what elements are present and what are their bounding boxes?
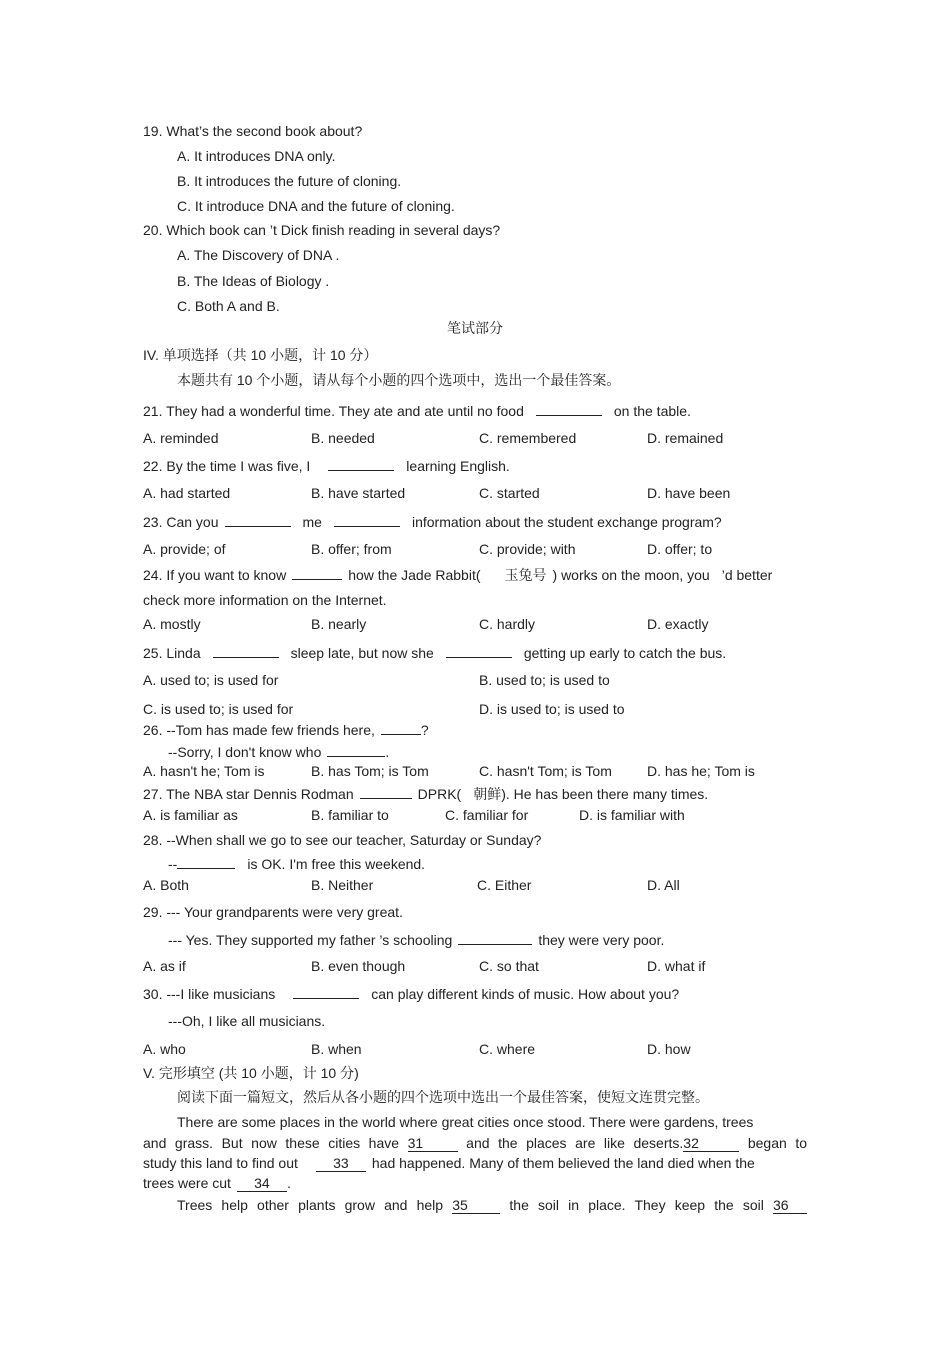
cloze-blank-33[interactable]: 33 [316, 1155, 366, 1172]
q24-option-d[interactable]: D. exactly [647, 616, 709, 632]
q21-option-c[interactable]: C. remembered [479, 430, 577, 446]
q22-option-d[interactable]: D. have been [647, 485, 731, 501]
q27-option-d[interactable]: D. is familiar with [579, 807, 685, 823]
q21-option-d[interactable]: D. remained [647, 430, 724, 446]
question-28-stem: 28. --When shall we go to see our teacher, Saturday or Sunday? [143, 832, 542, 848]
q30-option-d[interactable]: D. how [647, 1041, 691, 1057]
passage-line: and grass. But now these cities have 31 and the places are like deserts.32 began to [143, 1135, 808, 1151]
answer-blank[interactable] [334, 512, 400, 527]
q28-option-b[interactable]: B. Neither [311, 877, 374, 893]
question-24-stem-continued: check more information on the Internet. [143, 592, 387, 608]
cloze-blank-32[interactable]: 32 [683, 1135, 739, 1152]
cloze-blank-35[interactable]: 35 [452, 1197, 500, 1214]
answer-blank[interactable] [536, 401, 602, 416]
answer-blank[interactable] [458, 930, 532, 945]
q28-option-c[interactable]: C. Either [477, 877, 532, 893]
answer-blank[interactable] [446, 643, 512, 658]
q24-option-b[interactable]: B. nearly [311, 616, 367, 632]
cloze-blank-36[interactable]: 36 [773, 1197, 807, 1214]
q29-option-c[interactable]: C. so that [479, 958, 539, 974]
section-5-title: V. 完形填空 (共 10 小题，计 10 分) [143, 1065, 359, 1081]
passage-line: There are some places in the world where great cities once stood. There were gardens, trees [177, 1114, 754, 1130]
answer-blank[interactable] [292, 565, 342, 580]
q29-option-d[interactable]: D. what if [647, 958, 706, 974]
answer-blank[interactable] [381, 720, 421, 735]
question-30-reply: ---Oh, I like all musicians. [168, 1013, 326, 1029]
q24-option-c[interactable]: C. hardly [479, 616, 536, 632]
q29-option-b[interactable]: B. even though [311, 958, 406, 974]
question-30-stem: 30. ---I like musicians can play different kinds of music. How about you? [143, 986, 680, 1002]
question-23-stem: 23. Can you me information about the student exchange program? [143, 514, 722, 530]
question-29-stem: 29. --- Your grandparents were very great. [143, 904, 403, 920]
q27-option-c[interactable]: C. familiar for [445, 807, 529, 823]
q24-option-a[interactable]: A. mostly [143, 616, 201, 632]
q19-option-b[interactable]: B. It introduces the future of cloning. [177, 173, 402, 189]
answer-blank[interactable] [213, 643, 279, 658]
q25-option-c[interactable]: C. is used to; is used for [143, 701, 294, 717]
question-25-stem: 25. Linda sleep late, but now she getting up early to catch the bus. [143, 645, 727, 661]
question-27-stem: 27. The NBA star Dennis Rodman DPRK( 朝鲜). He has been there many times. [143, 786, 709, 803]
q19-option-c[interactable]: C. It introduce DNA and the future of cloning. [177, 198, 455, 214]
cloze-blank-34[interactable]: 34 [237, 1175, 287, 1192]
question-28-reply: -- is OK. I'm free this weekend. [168, 856, 426, 872]
q22-option-c[interactable]: C. started [479, 485, 540, 501]
section-4-instruction: 本题共有 10 个小题，请从每个小题的四个选项中，选出一个最佳答案。 [177, 372, 621, 388]
q21-option-a[interactable]: A. reminded [143, 430, 219, 446]
written-section-title: 笔试部分 [447, 320, 503, 336]
answer-blank[interactable] [293, 984, 359, 999]
question-26-stem: 26. --Tom has made few friends here, ? [143, 722, 429, 738]
q23-option-c[interactable]: C. provide; with [479, 541, 576, 557]
q26-option-d[interactable]: D. has he; Tom is [647, 763, 755, 779]
q20-option-a[interactable]: A. The Discovery of DNA . [177, 247, 340, 263]
q22-option-a[interactable]: A. had started [143, 485, 231, 501]
q19-option-a[interactable]: A. It introduces DNA only. [177, 148, 336, 164]
q25-option-d[interactable]: D. is used to; is used to [479, 701, 625, 717]
question-22-stem: 22. By the time I was five, I learning English. [143, 458, 510, 474]
q23-option-d[interactable]: D. offer; to [647, 541, 713, 557]
q25-option-a[interactable]: A. used to; is used for [143, 672, 279, 688]
q23-option-b[interactable]: B. offer; from [311, 541, 392, 557]
question-19-stem: 19. What’s the second book about? [143, 123, 363, 139]
q21-option-b[interactable]: B. needed [311, 430, 375, 446]
q22-option-b[interactable]: B. have started [311, 485, 406, 501]
q25-option-b[interactable]: B. used to; is used to [479, 672, 610, 688]
question-26-reply: --Sorry, I don't know who . [168, 744, 390, 760]
answer-blank[interactable] [328, 456, 394, 471]
q28-option-d[interactable]: D. All [647, 877, 680, 893]
q20-option-b[interactable]: B. The Ideas of Biology . [177, 273, 330, 289]
q26-option-a[interactable]: A. hasn't he; Tom is [143, 763, 265, 779]
q27-option-a[interactable]: A. is familiar as [143, 807, 238, 823]
q26-option-c[interactable]: C. hasn't Tom; is Tom [479, 763, 612, 779]
passage-line: study this land to find out 33 had happened. Many of them believed the land died when the [143, 1155, 755, 1171]
q27-option-b[interactable]: B. familiar to [311, 807, 389, 823]
answer-blank[interactable] [327, 742, 385, 757]
q23-option-a[interactable]: A. provide; of [143, 541, 226, 557]
q28-option-a[interactable]: A. Both [143, 877, 189, 893]
q26-option-b[interactable]: B. has Tom; is Tom [311, 763, 429, 779]
question-21-stem: 21. They had a wonderful time. They ate and ate until no food on the table. [143, 403, 691, 419]
q20-option-c[interactable]: C. Both A and B. [177, 298, 280, 314]
passage-line: Trees help other plants grow and help 35 the soil in place. They keep the soil 36 [177, 1196, 807, 1214]
q30-option-c[interactable]: C. where [479, 1041, 536, 1057]
question-29-reply: --- Yes. They supported my father ’s schooling they were very poor. [168, 932, 665, 948]
question-20-stem: 20. Which book can ’t Dick finish reading in several days? [143, 222, 501, 238]
q30-option-a[interactable]: A. who [143, 1041, 186, 1057]
q30-option-b[interactable]: B. when [311, 1041, 362, 1057]
q29-option-a[interactable]: A. as if [143, 958, 186, 974]
section-4-title: IV. 单项选择（共 10 小题，计 10 分） [143, 347, 378, 363]
answer-blank[interactable] [177, 854, 235, 869]
cloze-blank-31[interactable]: 31 [408, 1135, 458, 1152]
answer-blank[interactable] [360, 784, 412, 799]
passage-line: trees were cut 34 . [143, 1175, 291, 1191]
section-5-instruction: 阅读下面一篇短文，然后从各小题的四个选项中选出一个最佳答案，使短文连贯完整。 [177, 1089, 709, 1105]
answer-blank[interactable] [225, 512, 291, 527]
question-24-stem: 24. If you want to know how the Jade Rabbit( 玉兔号 ) works on the moon, you ’d better [143, 567, 773, 584]
